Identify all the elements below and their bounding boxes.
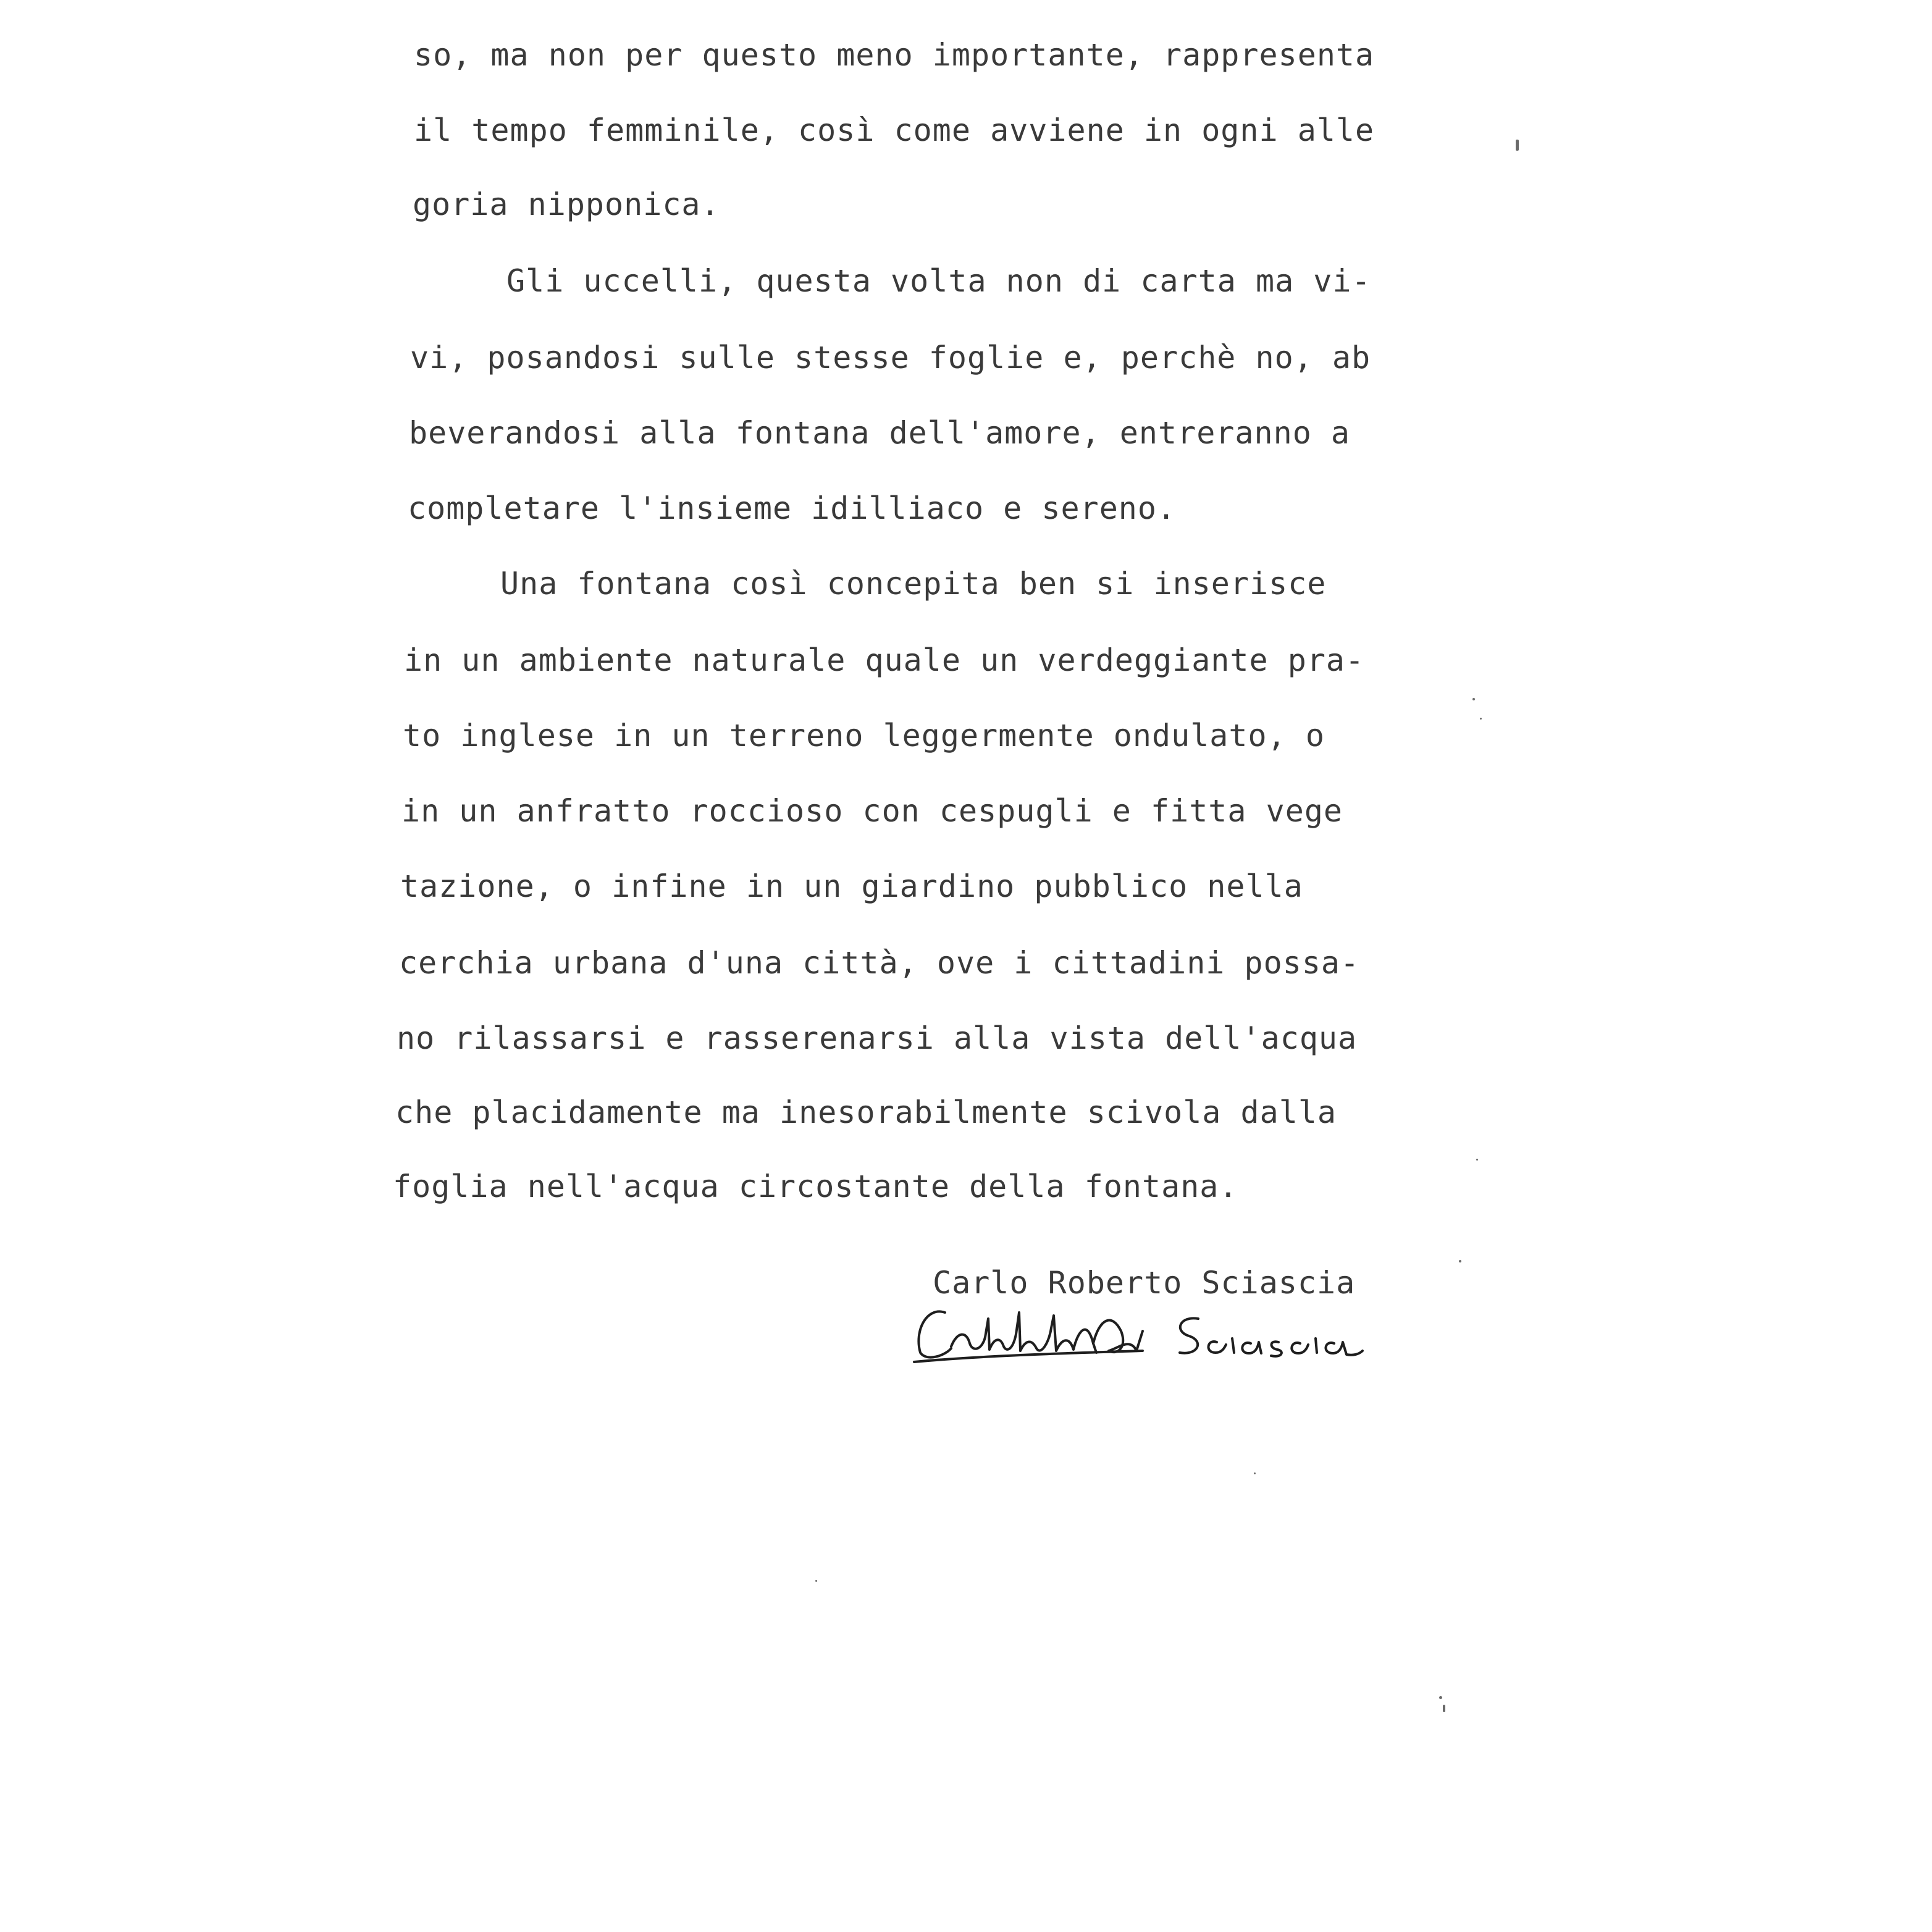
text-line-8: Una fontana così concepita ben si inserisce [500, 566, 1327, 602]
paper-speck [1476, 1159, 1478, 1161]
text-line-5: vi, posandosi sulle stesse foglie e, perchè no, ab [410, 340, 1371, 376]
text-line-14: no rilassarsi e rasserenarsi alla vista dell'acqua [397, 1020, 1358, 1056]
paper-speck [1254, 1472, 1256, 1474]
paper-speck [1439, 1696, 1442, 1699]
text-line-15: che placidamente ma inesorabilmente scivola dalla [395, 1094, 1337, 1130]
typed-author-name: Carlo Roberto Sciascia [933, 1265, 1356, 1301]
text-line-1: so, ma non per questo meno importante, rappresenta [414, 37, 1375, 73]
text-line-2: il tempo femminile, così come avviene in ogni alle [414, 112, 1375, 148]
text-line-4: Gli uccelli, questa volta non di carta ma vi- [506, 263, 1371, 299]
text-line-3: goria nipponica. [413, 187, 720, 222]
paper-speck [1516, 140, 1519, 151]
paper-speck [1480, 718, 1482, 720]
paper-speck [815, 1580, 817, 1582]
text-line-12: tazione, o infine in un giardino pubblico nella [400, 868, 1303, 904]
text-line-9: in un ambiente naturale quale un verdeggiante pra- [404, 642, 1365, 678]
text-line-13: cerchia urbana d'una città, ove i cittadini possa- [399, 945, 1360, 981]
text-line-16: foglia nell'acqua circostante della fontana. [393, 1169, 1238, 1204]
text-line-7: completare l'insieme idilliaco e sereno. [408, 490, 1177, 526]
text-line-11: in un anfratto roccioso con cespugli e fitta vege [401, 793, 1343, 829]
handwritten-signature [908, 1294, 1365, 1368]
paper-speck [1472, 698, 1475, 700]
text-line-6: beverandosi alla fontana dell'amore, entreranno a [409, 415, 1351, 451]
paper-speck [1459, 1260, 1461, 1262]
paper-speck [1443, 1705, 1445, 1712]
text-line-10: to inglese in un terreno leggermente ondulato, o [403, 718, 1325, 754]
